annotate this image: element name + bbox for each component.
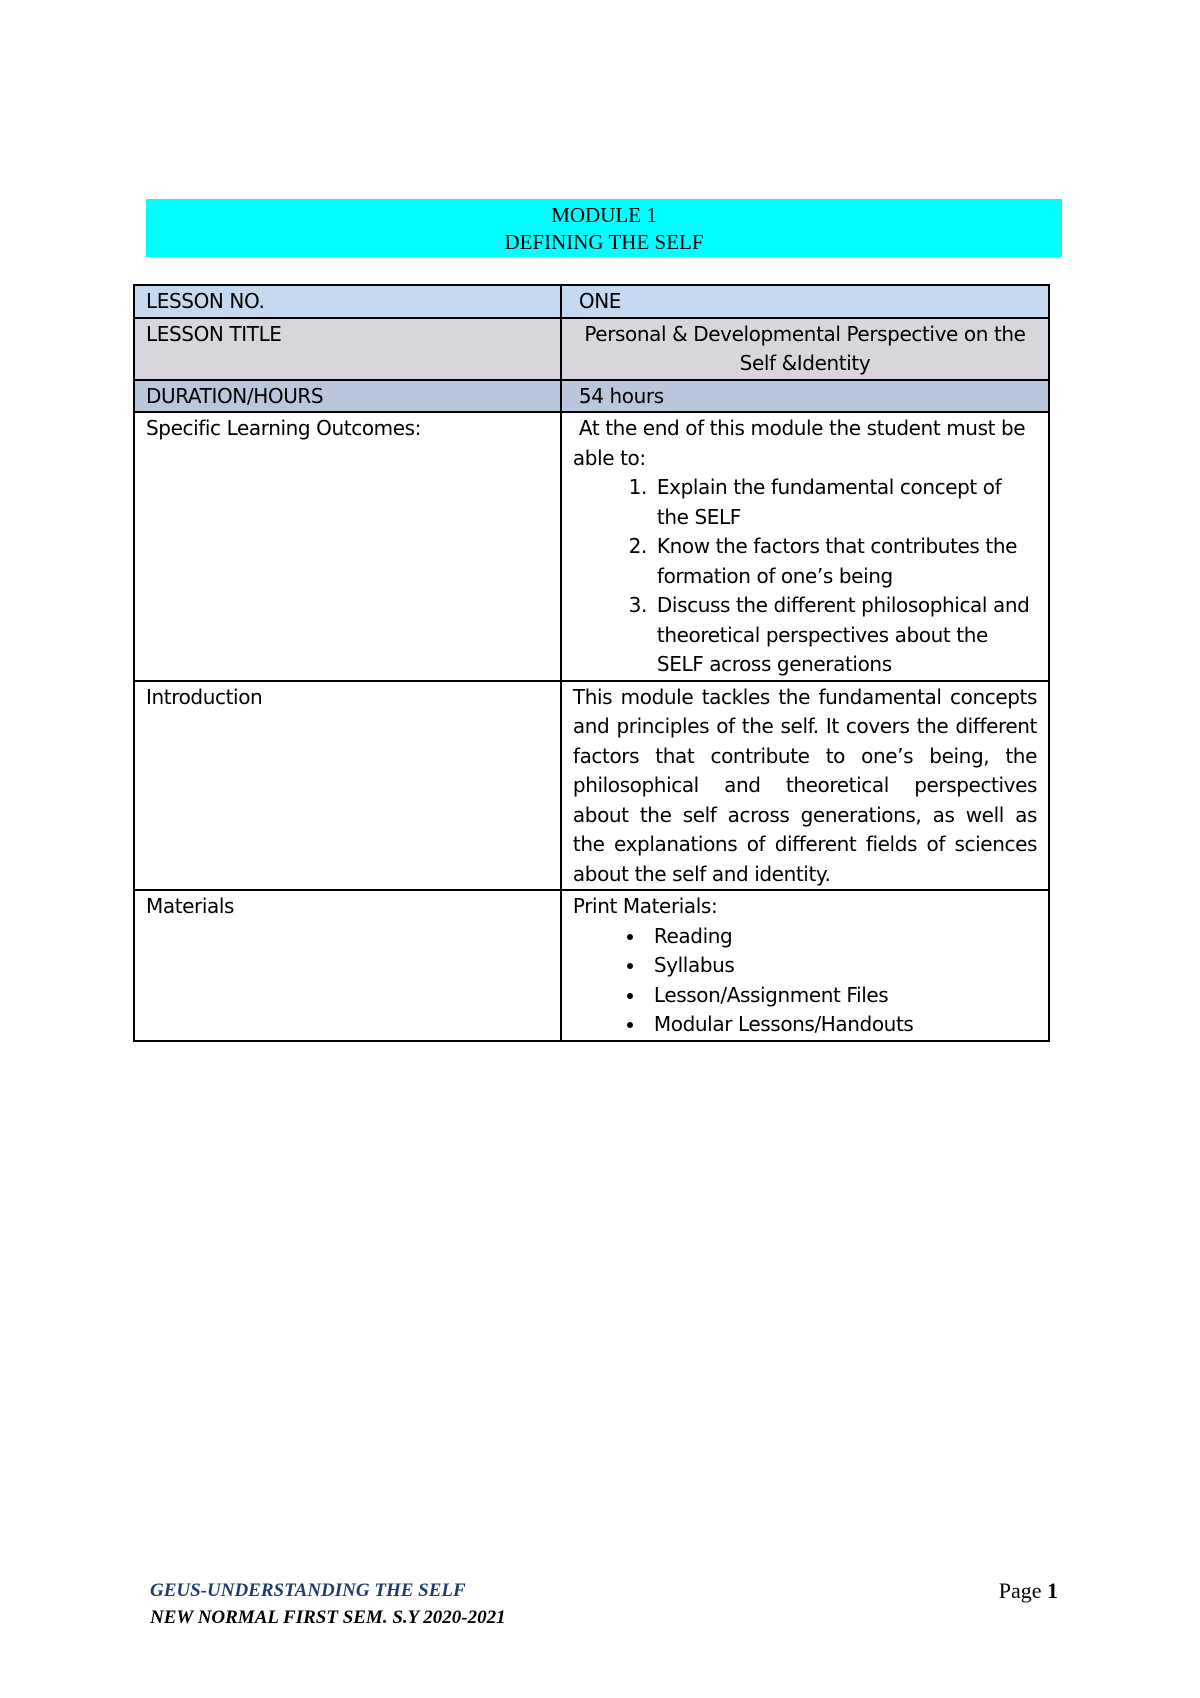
table-row-duration (134, 380, 1049, 413)
table-row-materials (134, 890, 1049, 1041)
footer-semester: NEW NORMAL FIRST SEM. S.Y 2020-2021 (150, 1607, 506, 1628)
list-item: • Lesson/Assignment Files (646, 981, 1037, 1011)
outcomes-label: Specific Learning Outcomes: (134, 412, 561, 681)
table-row-lesson-title (134, 318, 1049, 380)
footer-course-title: GEUS-UNDERSTANDING THE SELF (150, 1580, 466, 1601)
duration-label: DURATION/HOURS (134, 380, 561, 413)
introduction-label: Introduction (134, 681, 561, 891)
materials-value (561, 890, 1049, 1041)
module-number: MODULE 1 (551, 203, 657, 227)
list-item: • Modular Lessons/Handouts (646, 1010, 1037, 1040)
list-item: • Syllabus (646, 951, 1037, 981)
duration-value (561, 380, 1049, 413)
introduction-text: This module tackles the fundamental concepts and principles of the self. It covers the different factors that contribute to one’s being, the philosophical and theoretical perspectives about the self across generations, as well as the explanations of different fields of sciences about the self and identity. (561, 681, 1049, 891)
table-row-introduction (134, 681, 1049, 891)
list-item: 2. Know the factors that contributes the formation of one’s being (653, 532, 1037, 591)
lesson-no-text: ONE (578, 289, 622, 313)
lesson-no-value (561, 285, 1049, 318)
lesson-title-value: Personal & Developmental Perspective on the Self &Identity (561, 318, 1049, 380)
list-item: 1. Explain the fundamental concept of the SELF (653, 473, 1037, 532)
module-title: DEFINING THE SELF (504, 230, 704, 254)
table-row-outcomes (134, 412, 1049, 681)
outcomes-intro-text: At the end of this module the student must be able to: (572, 416, 1026, 470)
list-item: 3. Discuss the different philosophical and theoretical perspectives about the SELF across generations (653, 591, 1037, 680)
list-item: • Reading (646, 922, 1037, 952)
lesson-title-label: LESSON TITLE (134, 318, 561, 380)
materials-heading: Print Materials: (572, 894, 718, 918)
materials-label: Materials (134, 890, 561, 1041)
outcomes-intro (573, 414, 1037, 473)
outcomes-value (561, 412, 1049, 681)
footer-course-info (150, 1577, 506, 1631)
duration-text: 54 hours (578, 383, 664, 408)
table-row-lesson-no (134, 285, 1049, 318)
page-number (999, 1578, 1058, 1604)
lesson-table (133, 284, 1050, 1042)
module-banner (146, 199, 1062, 257)
outcomes-list (573, 473, 1037, 680)
materials-list (573, 922, 1037, 1040)
page-number-value: 1 (1047, 1578, 1058, 1603)
page-label: Page (998, 1578, 1042, 1603)
lesson-no-label: LESSON NO. (134, 285, 561, 318)
